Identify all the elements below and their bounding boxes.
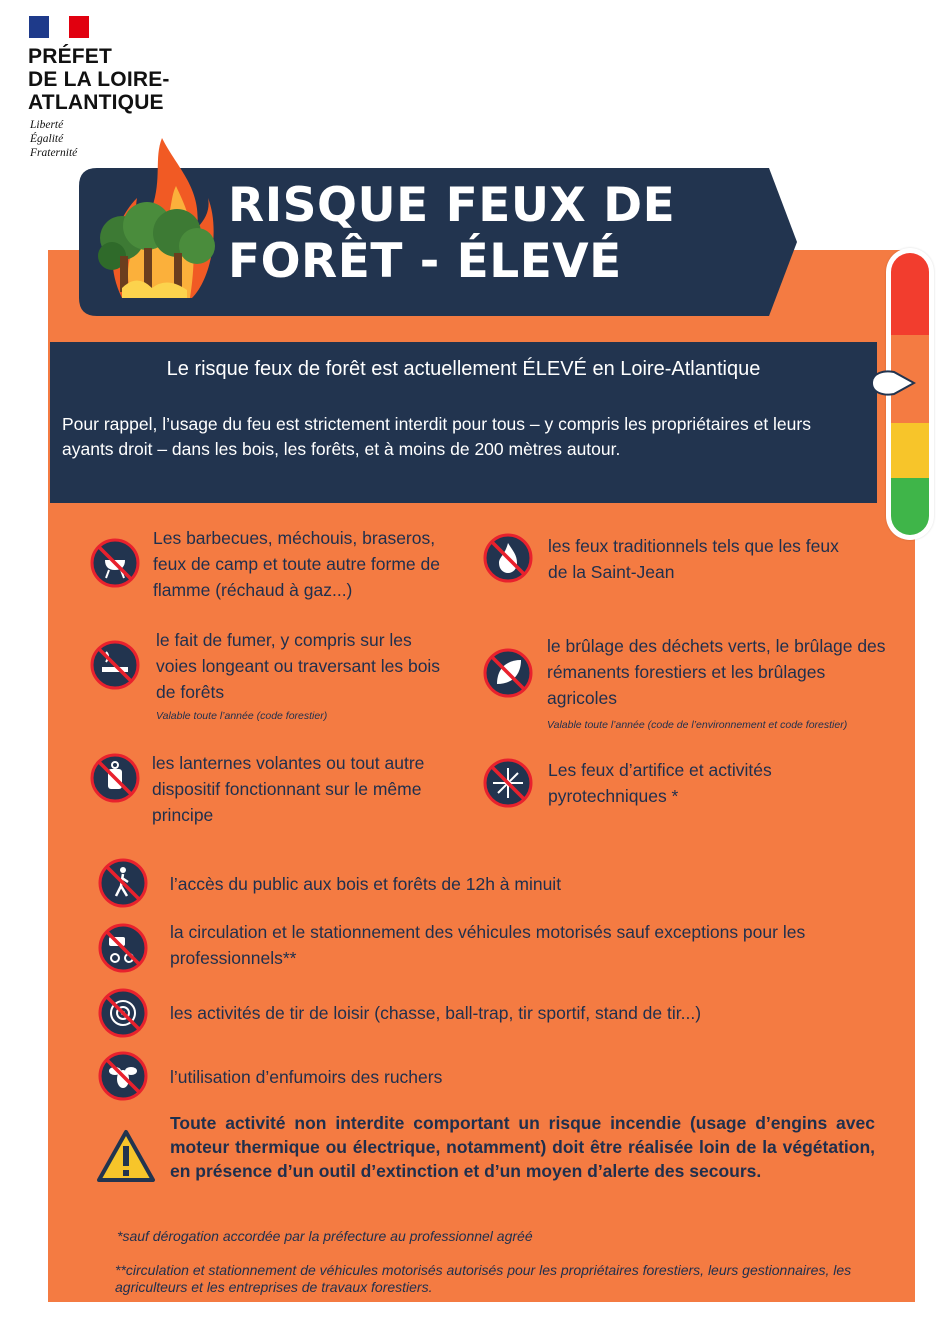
- item-bee-smoker-text: l’utilisation d’enfumoirs des ruchers: [170, 1067, 443, 1087]
- page-title: RISQUE FEUX DE FORÊT - ÉLEVÉ: [228, 178, 676, 289]
- lantern-prohibited-icon: [90, 753, 140, 803]
- footnote-one: *sauf dérogation accordée par la préfecture au professionnel agréé: [117, 1228, 533, 1244]
- item-smoking-text: le fait de fumer, y compris sur les voies longeant ou traversant les bois de forêts: [156, 630, 441, 702]
- bee-smoker-prohibited-icon: [98, 1051, 148, 1101]
- fireworks-prohibited-icon: [483, 758, 533, 808]
- barbecue-prohibited-icon: [90, 538, 140, 588]
- info-text: Pour rappel, l’usage du feu est strictement interdit pour tous – y compris les propriétaires et leurs ayants droit – dans les bois, les forêts, et à moins de 200 mètres autour.: [62, 414, 811, 459]
- item-smoking-note: Valable toute l’année (code forestier): [156, 710, 328, 722]
- gauge-level-very-high: [891, 253, 929, 335]
- french-flag-logo: [29, 16, 89, 38]
- item-green-waste-text: le brûlage des déchets verts, le brûlage des rémanents forestiers et les brûlages agricoles: [547, 636, 886, 708]
- item-traditional-fires-text: les feux traditionnels tels que les feux de la Saint-Jean: [548, 536, 839, 582]
- item-shooting-text: les activités de tir de loisir (chasse, ball-trap, tir sportif, stand de tir...): [170, 1003, 702, 1023]
- target-prohibited-icon: [98, 988, 148, 1038]
- warning-icon: [96, 1129, 156, 1183]
- gauge-pointer-icon: [870, 368, 916, 398]
- info-lead: Le risque feux de forêt est actuellement ÉLEVÉ en Loire-Atlantique: [166, 358, 761, 380]
- item-barbecues-text: Les barbecues, méchouis, braseros, feux de camp et toute autre forme de flamme (réchaud à gaz...): [153, 528, 440, 600]
- item-public-access-text: l’accès du public aux bois et forêts de 12h à minuit: [170, 874, 562, 894]
- warning-text: Toute activité non interdite comportant un risque incendie (usage d’engins avec moteur thermique ou électrique, notamment) doit être réalisée loin de la végétation, en présence d’un outil d’extinction et d’un moyen d’alerte des secours.: [170, 1113, 875, 1181]
- smoking-prohibited-icon: [90, 640, 140, 690]
- item-fireworks-text: Les feux d’artifice et activités pyrotechniques *: [548, 760, 772, 806]
- republic-motto: Liberté Égalité Fraternité: [30, 119, 78, 159]
- item-vehicles-text: la circulation et le stationnement des véhicules motorisés sauf exceptions pour les professionnels**: [170, 922, 806, 968]
- item-green-waste-note: Valable toute l’année (code de l’environnement et code forestier): [547, 719, 848, 731]
- leaf-burning-prohibited-icon: [483, 648, 533, 698]
- item-lanterns-text: les lanternes volantes ou tout autre dispositif fonctionnant sur le même principe: [152, 753, 425, 825]
- gauge-level-low: [891, 478, 929, 535]
- vehicles-prohibited-icon: [98, 923, 148, 973]
- forest-fire-icon: [92, 138, 220, 300]
- prefecture-name: PRÉFET DE LA LOIRE- ATLANTIQUE: [28, 45, 170, 114]
- gauge-level-moderate: [891, 423, 929, 478]
- footnote-two: **circulation et stationnement de véhicules motorisés autorisés pour les propriétaires forestiers, leurs gestionnaires, les agriculteurs et les entreprises de travaux forestiers.: [115, 1262, 852, 1295]
- pedestrian-prohibited-icon: [98, 858, 148, 908]
- fire-prohibited-icon: [483, 533, 533, 583]
